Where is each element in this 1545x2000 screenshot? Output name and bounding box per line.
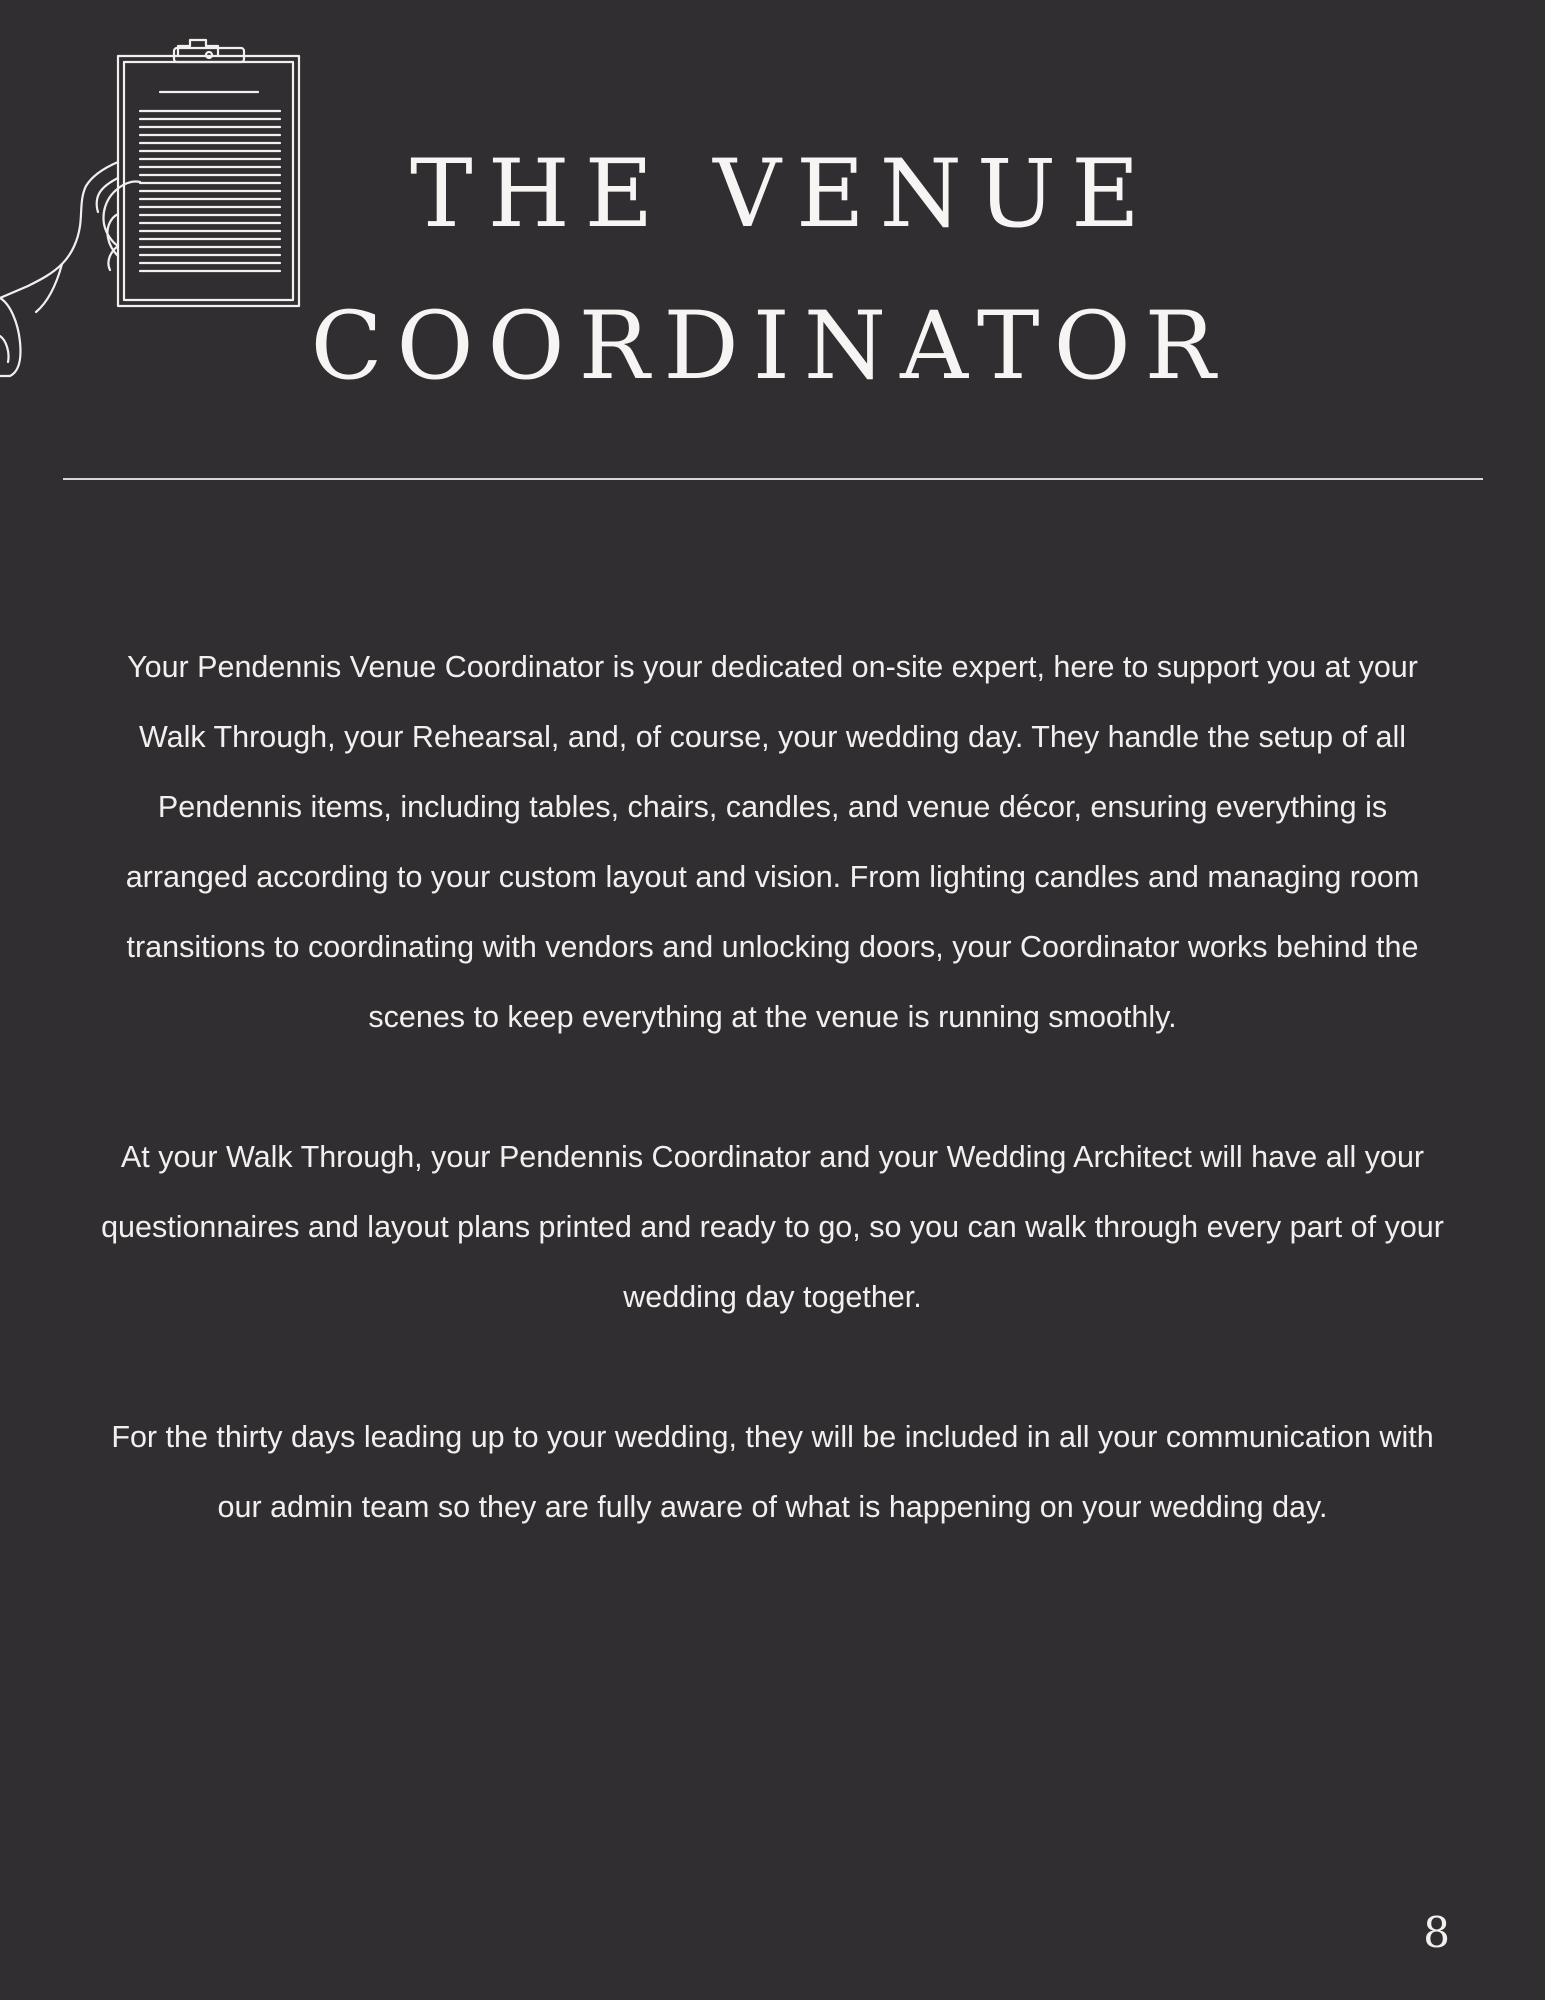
title-divider xyxy=(63,478,1483,480)
paragraph-coordinator-role: Your Pendennis Venue Coordinator is your dedicated on-site expert, here to support you at your Walk Through, your Rehearsal, and, of course, your wedding day. They handle the setup of all Pendennis items, including tables, chairs, candles, and venue décor, ensuring everything is arranged according to your custom layout and vision. From lighting candles and managing room transitions to coordinating with vendors and unlocking doors, your Coordinator works behind the scenes to keep everything at the venue is running smoothly. xyxy=(125,650,1420,1034)
body-copy xyxy=(100,632,1445,1612)
hand-holding-clipboard-icon xyxy=(0,36,310,386)
paragraph-thirty-days: For the thirty days leading up to your wedding, they will be included in all your communication with our admin team so they are fully aware of what is happening on your wedding day. xyxy=(111,1420,1434,1524)
paragraph-walk-through: At your Walk Through, your Pendennis Coordinator and your Wedding Architect will have all your questionnaires and layout plans printed and ready to go, so you can walk through every part of your wedding day together. xyxy=(101,1140,1444,1314)
page-number: 8 xyxy=(1423,1908,1450,1957)
page-title-line-2: COORDINATOR xyxy=(310,292,1230,401)
page-title-line-1: THE VENUE xyxy=(410,140,1155,249)
